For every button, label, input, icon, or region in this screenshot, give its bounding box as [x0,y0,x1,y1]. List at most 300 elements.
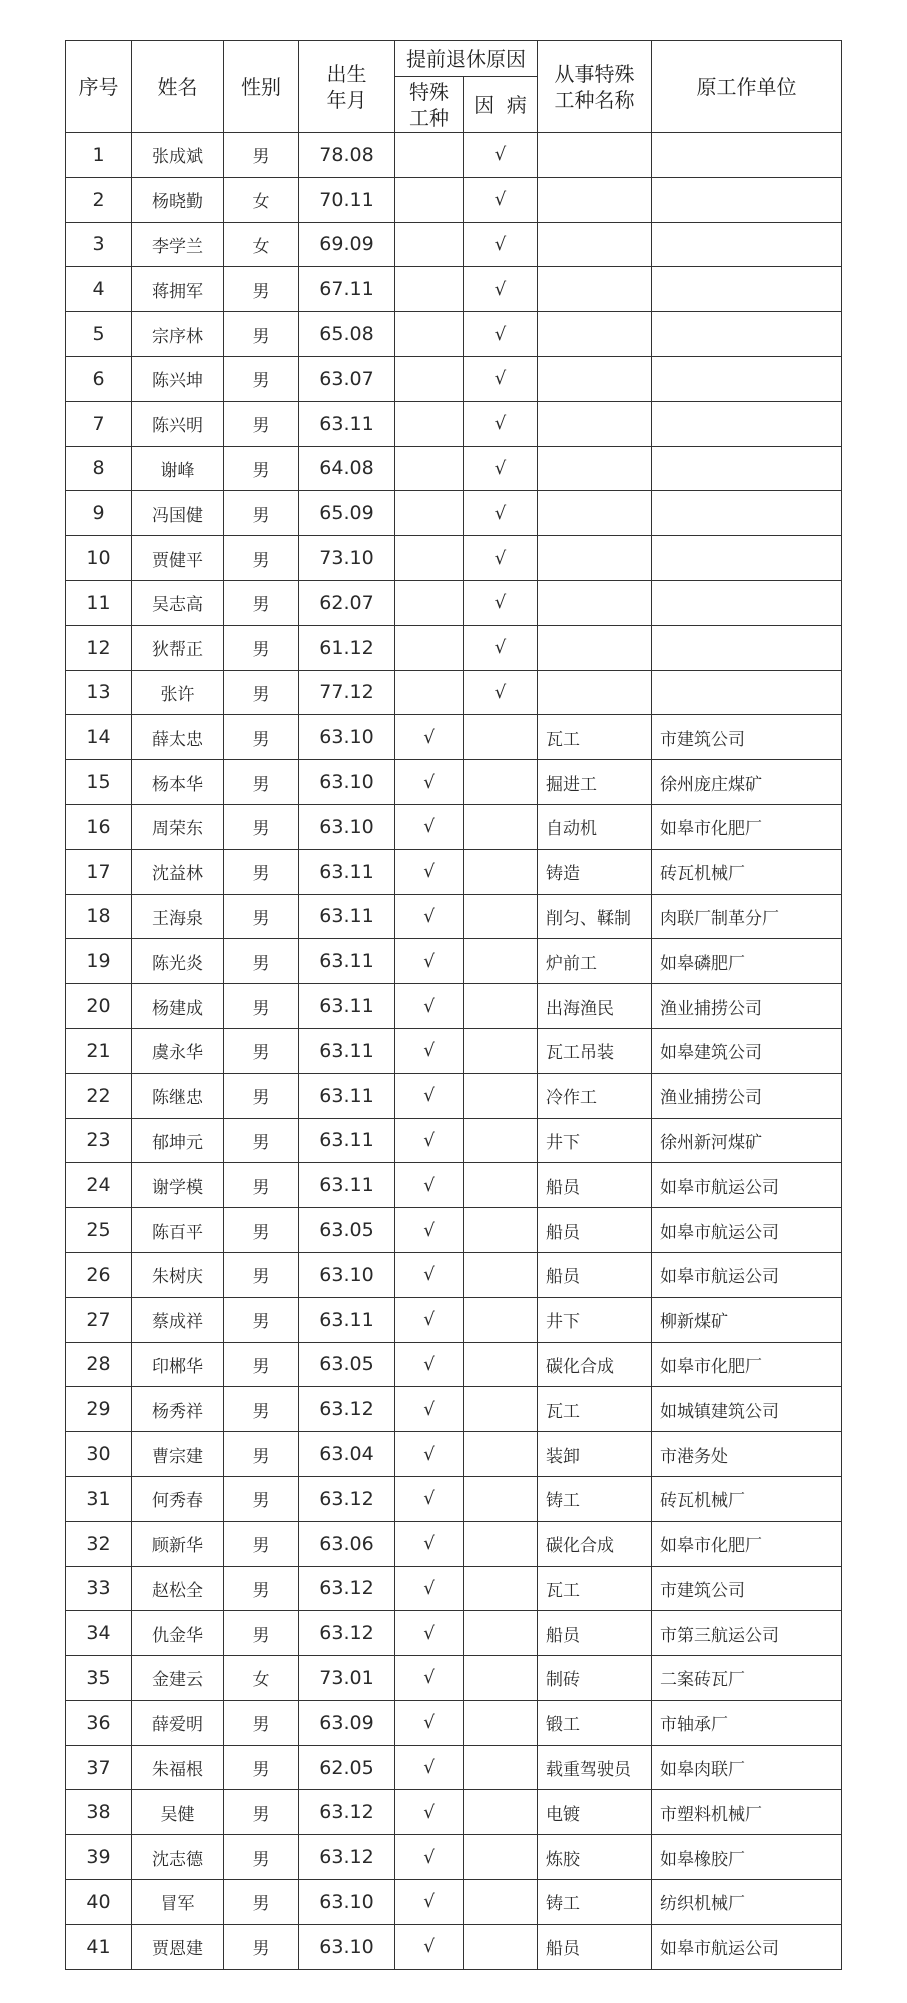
cell-illness-mark: √ [464,670,538,715]
cell-gender: 女 [224,177,299,222]
table-row [66,1611,842,1656]
table-row [66,625,842,670]
cell-special-mark: √ [395,1476,464,1521]
cell-trade: 炼胶 [538,1835,652,1880]
table-row [66,670,842,715]
cell-gender: 男 [224,446,299,491]
cell-name: 吴志高 [132,580,224,625]
cell-illness-mark: √ [464,446,538,491]
cell-unit: 如城镇建筑公司 [652,1387,842,1432]
cell-birth: 63.12 [299,1387,395,1432]
cell-illness-mark [464,1476,538,1521]
cell-unit [652,491,842,536]
cell-special-mark [395,491,464,536]
cell-illness-mark: √ [464,491,538,536]
cell-illness-mark: √ [464,625,538,670]
cell-special-mark: √ [395,1880,464,1925]
cell-unit [652,401,842,446]
cell-unit: 徐州庞庄煤矿 [652,760,842,805]
cell-seq: 14 [66,715,132,760]
cell-unit: 渔业捕捞公司 [652,984,842,1029]
table-row [66,1342,842,1387]
cell-trade: 井下 [538,1118,652,1163]
cell-gender: 男 [224,401,299,446]
cell-trade [538,177,652,222]
table-row [66,1073,842,1118]
cell-birth: 63.04 [299,1432,395,1477]
cell-unit: 二案砖瓦厂 [652,1656,842,1701]
cell-name: 沈益林 [132,849,224,894]
cell-name: 冒军 [132,1880,224,1925]
cell-birth: 63.11 [299,849,395,894]
cell-birth: 63.11 [299,1028,395,1073]
cell-birth: 63.12 [299,1566,395,1611]
cell-trade [538,580,652,625]
cell-name: 杨晓勤 [132,177,224,222]
cell-gender: 男 [224,1924,299,1969]
cell-seq: 41 [66,1924,132,1969]
cell-gender: 男 [224,1297,299,1342]
cell-special-mark: √ [395,939,464,984]
cell-illness-mark [464,760,538,805]
table-row [66,1745,842,1790]
cell-seq: 4 [66,267,132,312]
cell-seq: 11 [66,580,132,625]
cell-unit: 如皋建筑公司 [652,1028,842,1073]
cell-gender: 男 [224,1118,299,1163]
cell-seq: 9 [66,491,132,536]
cell-birth: 78.08 [299,133,395,178]
cell-special-mark [395,625,464,670]
cell-trade: 瓦工 [538,1566,652,1611]
cell-gender: 男 [224,1252,299,1297]
header-reason-group: 提前退休原因 [395,41,538,77]
cell-name: 张许 [132,670,224,715]
cell-illness-mark [464,1566,538,1611]
cell-birth: 63.11 [299,1118,395,1163]
cell-illness-mark [464,1611,538,1656]
cell-illness-mark [464,1387,538,1432]
cell-trade: 瓦工 [538,715,652,760]
table-row [66,1163,842,1208]
cell-birth: 73.10 [299,536,395,581]
cell-illness-mark [464,849,538,894]
cell-gender: 男 [224,491,299,536]
table-row [66,715,842,760]
cell-special-mark [395,401,464,446]
cell-trade [538,625,652,670]
table-row [66,267,842,312]
cell-trade [538,670,652,715]
cell-gender: 男 [224,670,299,715]
cell-trade [538,267,652,312]
cell-illness-mark: √ [464,580,538,625]
cell-unit: 如皋市航运公司 [652,1252,842,1297]
cell-illness-mark [464,1432,538,1477]
cell-gender: 男 [224,894,299,939]
cell-gender: 男 [224,580,299,625]
cell-illness-mark [464,1118,538,1163]
cell-illness-mark [464,1252,538,1297]
cell-seq: 30 [66,1432,132,1477]
cell-unit [652,133,842,178]
header-trade-line2: 工种名称 [554,87,635,112]
cell-gender: 女 [224,1656,299,1701]
cell-gender: 男 [224,536,299,581]
cell-seq: 26 [66,1252,132,1297]
cell-unit [652,177,842,222]
cell-gender: 男 [224,267,299,312]
cell-trade: 出海渔民 [538,984,652,1029]
cell-name: 陈兴坤 [132,356,224,401]
cell-seq: 28 [66,1342,132,1387]
cell-seq: 12 [66,625,132,670]
cell-special-mark: √ [395,984,464,1029]
cell-name: 周荣东 [132,804,224,849]
cell-seq: 29 [66,1387,132,1432]
cell-trade: 装卸 [538,1432,652,1477]
table-row [66,760,842,805]
cell-illness-mark [464,1745,538,1790]
cell-seq: 22 [66,1073,132,1118]
cell-special-mark: √ [395,1745,464,1790]
cell-gender: 男 [224,1476,299,1521]
cell-special-mark: √ [395,1208,464,1253]
cell-unit [652,536,842,581]
table-row [66,222,842,267]
cell-birth: 63.11 [299,894,395,939]
cell-trade: 船员 [538,1208,652,1253]
cell-name: 贾健平 [132,536,224,581]
table-row [66,356,842,401]
cell-unit: 如皋市化肥厂 [652,1342,842,1387]
header-special [395,77,464,133]
header-birth-line2: 年月 [326,87,367,112]
cell-gender: 男 [224,625,299,670]
cell-name: 虞永华 [132,1028,224,1073]
cell-trade: 炉前工 [538,939,652,984]
cell-gender: 男 [224,1700,299,1745]
cell-seq: 25 [66,1208,132,1253]
cell-birth: 63.05 [299,1342,395,1387]
cell-trade: 铸工 [538,1476,652,1521]
cell-unit: 渔业捕捞公司 [652,1073,842,1118]
cell-seq: 10 [66,536,132,581]
cell-special-mark [395,312,464,357]
cell-seq: 3 [66,222,132,267]
cell-name: 谢峰 [132,446,224,491]
table-row [66,133,842,178]
header-illness: 因 病 [464,77,538,133]
table-row [66,1521,842,1566]
cell-birth: 63.10 [299,715,395,760]
table-header [66,41,842,133]
cell-trade: 削匀、鞣制 [538,894,652,939]
cell-name: 印郴华 [132,1342,224,1387]
cell-special-mark: √ [395,804,464,849]
cell-name: 金建云 [132,1656,224,1701]
cell-name: 杨秀祥 [132,1387,224,1432]
cell-unit [652,446,842,491]
cell-birth: 62.05 [299,1745,395,1790]
table-row [66,849,842,894]
table-row [66,1252,842,1297]
cell-name: 沈志德 [132,1835,224,1880]
cell-special-mark: √ [395,894,464,939]
cell-seq: 6 [66,356,132,401]
cell-seq: 15 [66,760,132,805]
cell-unit: 如皋市航运公司 [652,1163,842,1208]
cell-illness-mark: √ [464,312,538,357]
table-row [66,894,842,939]
cell-birth: 63.10 [299,1252,395,1297]
cell-illness-mark [464,1521,538,1566]
cell-gender: 男 [224,849,299,894]
cell-seq: 20 [66,984,132,1029]
cell-birth: 63.12 [299,1476,395,1521]
cell-unit: 如皋市化肥厂 [652,1521,842,1566]
cell-unit: 如皋市化肥厂 [652,804,842,849]
cell-special-mark: √ [395,1297,464,1342]
cell-special-mark [395,356,464,401]
cell-trade [538,356,652,401]
cell-trade: 船员 [538,1924,652,1969]
cell-birth: 63.07 [299,356,395,401]
cell-unit: 徐州新河煤矿 [652,1118,842,1163]
cell-unit [652,670,842,715]
cell-name: 曹宗建 [132,1432,224,1477]
cell-special-mark: √ [395,760,464,805]
cell-special-mark [395,222,464,267]
cell-gender: 男 [224,133,299,178]
cell-trade: 船员 [538,1163,652,1208]
table-row [66,401,842,446]
cell-birth: 63.10 [299,1924,395,1969]
cell-unit: 如皋肉联厂 [652,1745,842,1790]
cell-name: 薛爱明 [132,1700,224,1745]
cell-special-mark [395,670,464,715]
cell-seq: 21 [66,1028,132,1073]
table-row [66,804,842,849]
cell-trade: 船员 [538,1252,652,1297]
cell-gender: 男 [224,1342,299,1387]
cell-illness-mark [464,984,538,1029]
cell-unit: 肉联厂制革分厂 [652,894,842,939]
cell-gender: 男 [224,1073,299,1118]
cell-illness-mark: √ [464,267,538,312]
header-gender: 性别 [224,41,299,133]
cell-birth: 73.01 [299,1656,395,1701]
cell-name: 杨本华 [132,760,224,805]
cell-gender: 男 [224,1566,299,1611]
cell-birth: 63.12 [299,1611,395,1656]
cell-unit [652,356,842,401]
cell-special-mark [395,133,464,178]
cell-name: 张成斌 [132,133,224,178]
table-row [66,446,842,491]
cell-seq: 19 [66,939,132,984]
cell-special-mark: √ [395,1252,464,1297]
cell-unit: 纺织机械厂 [652,1880,842,1925]
cell-trade: 铸造 [538,849,652,894]
cell-gender: 男 [224,804,299,849]
cell-special-mark [395,580,464,625]
cell-trade [538,312,652,357]
cell-seq: 39 [66,1835,132,1880]
cell-birth: 63.10 [299,804,395,849]
cell-trade: 自动机 [538,804,652,849]
cell-gender: 男 [224,1835,299,1880]
cell-unit: 砖瓦机械厂 [652,1476,842,1521]
cell-seq: 13 [66,670,132,715]
cell-seq: 2 [66,177,132,222]
cell-illness-mark: √ [464,222,538,267]
cell-name: 狄帮正 [132,625,224,670]
cell-special-mark [395,177,464,222]
cell-gender: 男 [224,1790,299,1835]
cell-unit [652,222,842,267]
cell-birth: 65.08 [299,312,395,357]
cell-seq: 5 [66,312,132,357]
header-seq: 序号 [66,41,132,133]
cell-seq: 40 [66,1880,132,1925]
table-row [66,580,842,625]
cell-trade: 电镀 [538,1790,652,1835]
cell-trade: 铸工 [538,1880,652,1925]
cell-trade: 井下 [538,1297,652,1342]
cell-birth: 63.12 [299,1835,395,1880]
cell-unit: 市建筑公司 [652,1566,842,1611]
retirement-table-sheet [65,40,841,1970]
cell-birth: 63.12 [299,1790,395,1835]
cell-unit: 市第三航运公司 [652,1611,842,1656]
cell-name: 宗序林 [132,312,224,357]
table-row [66,536,842,581]
cell-trade [538,491,652,536]
cell-birth: 63.11 [299,1073,395,1118]
cell-unit [652,312,842,357]
cell-unit [652,267,842,312]
table-row [66,1835,842,1880]
table-row [66,177,842,222]
cell-name: 陈兴明 [132,401,224,446]
cell-trade: 锻工 [538,1700,652,1745]
cell-name: 仇金华 [132,1611,224,1656]
header-trade [538,41,652,133]
cell-gender: 男 [224,939,299,984]
cell-illness-mark [464,1924,538,1969]
cell-name: 陈百平 [132,1208,224,1253]
cell-special-mark: √ [395,1028,464,1073]
header-name: 姓名 [132,41,224,133]
cell-gender: 男 [224,1387,299,1432]
cell-trade: 掘进工 [538,760,652,805]
cell-trade [538,401,652,446]
cell-special-mark: √ [395,1432,464,1477]
cell-unit: 如皋橡胶厂 [652,1835,842,1880]
table-row [66,984,842,1029]
table-row [66,1790,842,1835]
cell-special-mark [395,267,464,312]
cell-gender: 男 [224,1432,299,1477]
cell-seq: 7 [66,401,132,446]
cell-illness-mark [464,1790,538,1835]
cell-name: 蒋拥军 [132,267,224,312]
cell-name: 王海泉 [132,894,224,939]
cell-trade: 碳化合成 [538,1342,652,1387]
cell-special-mark: √ [395,1118,464,1163]
cell-name: 陈继忠 [132,1073,224,1118]
cell-trade [538,222,652,267]
cell-seq: 24 [66,1163,132,1208]
cell-seq: 8 [66,446,132,491]
cell-illness-mark [464,894,538,939]
cell-seq: 35 [66,1656,132,1701]
table-body [66,133,842,1970]
cell-unit [652,580,842,625]
cell-name: 冯国健 [132,491,224,536]
header-birth-line1: 出生 [326,61,367,86]
cell-illness-mark: √ [464,133,538,178]
cell-illness-mark [464,939,538,984]
cell-gender: 男 [224,715,299,760]
cell-name: 谢学模 [132,1163,224,1208]
cell-illness-mark [464,1208,538,1253]
table-row [66,1700,842,1745]
cell-name: 贾恩建 [132,1924,224,1969]
cell-name: 朱福根 [132,1745,224,1790]
cell-birth: 63.11 [299,401,395,446]
cell-seq: 18 [66,894,132,939]
cell-unit: 如皋市航运公司 [652,1208,842,1253]
cell-seq: 16 [66,804,132,849]
cell-special-mark: √ [395,1073,464,1118]
cell-unit: 柳新煤矿 [652,1297,842,1342]
cell-gender: 男 [224,356,299,401]
cell-gender: 男 [224,1611,299,1656]
cell-birth: 63.06 [299,1521,395,1566]
table-row [66,1387,842,1432]
cell-name: 陈光炎 [132,939,224,984]
cell-unit: 市建筑公司 [652,715,842,760]
cell-name: 薛太忠 [132,715,224,760]
cell-trade: 瓦工 [538,1387,652,1432]
cell-birth: 63.11 [299,939,395,984]
cell-name: 顾新华 [132,1521,224,1566]
cell-gender: 男 [224,1745,299,1790]
cell-gender: 男 [224,1521,299,1566]
cell-unit: 市塑料机械厂 [652,1790,842,1835]
cell-name: 朱树庆 [132,1252,224,1297]
cell-illness-mark: √ [464,177,538,222]
cell-illness-mark [464,715,538,760]
cell-seq: 31 [66,1476,132,1521]
cell-trade: 载重驾驶员 [538,1745,652,1790]
cell-special-mark: √ [395,1924,464,1969]
cell-trade: 冷作工 [538,1073,652,1118]
cell-illness-mark: √ [464,536,538,581]
cell-trade [538,536,652,581]
cell-gender: 男 [224,1208,299,1253]
cell-birth: 63.11 [299,1297,395,1342]
cell-unit [652,625,842,670]
cell-special-mark: √ [395,1566,464,1611]
cell-seq: 1 [66,133,132,178]
table-row [66,1028,842,1073]
table-row [66,1880,842,1925]
cell-seq: 32 [66,1521,132,1566]
cell-seq: 34 [66,1611,132,1656]
